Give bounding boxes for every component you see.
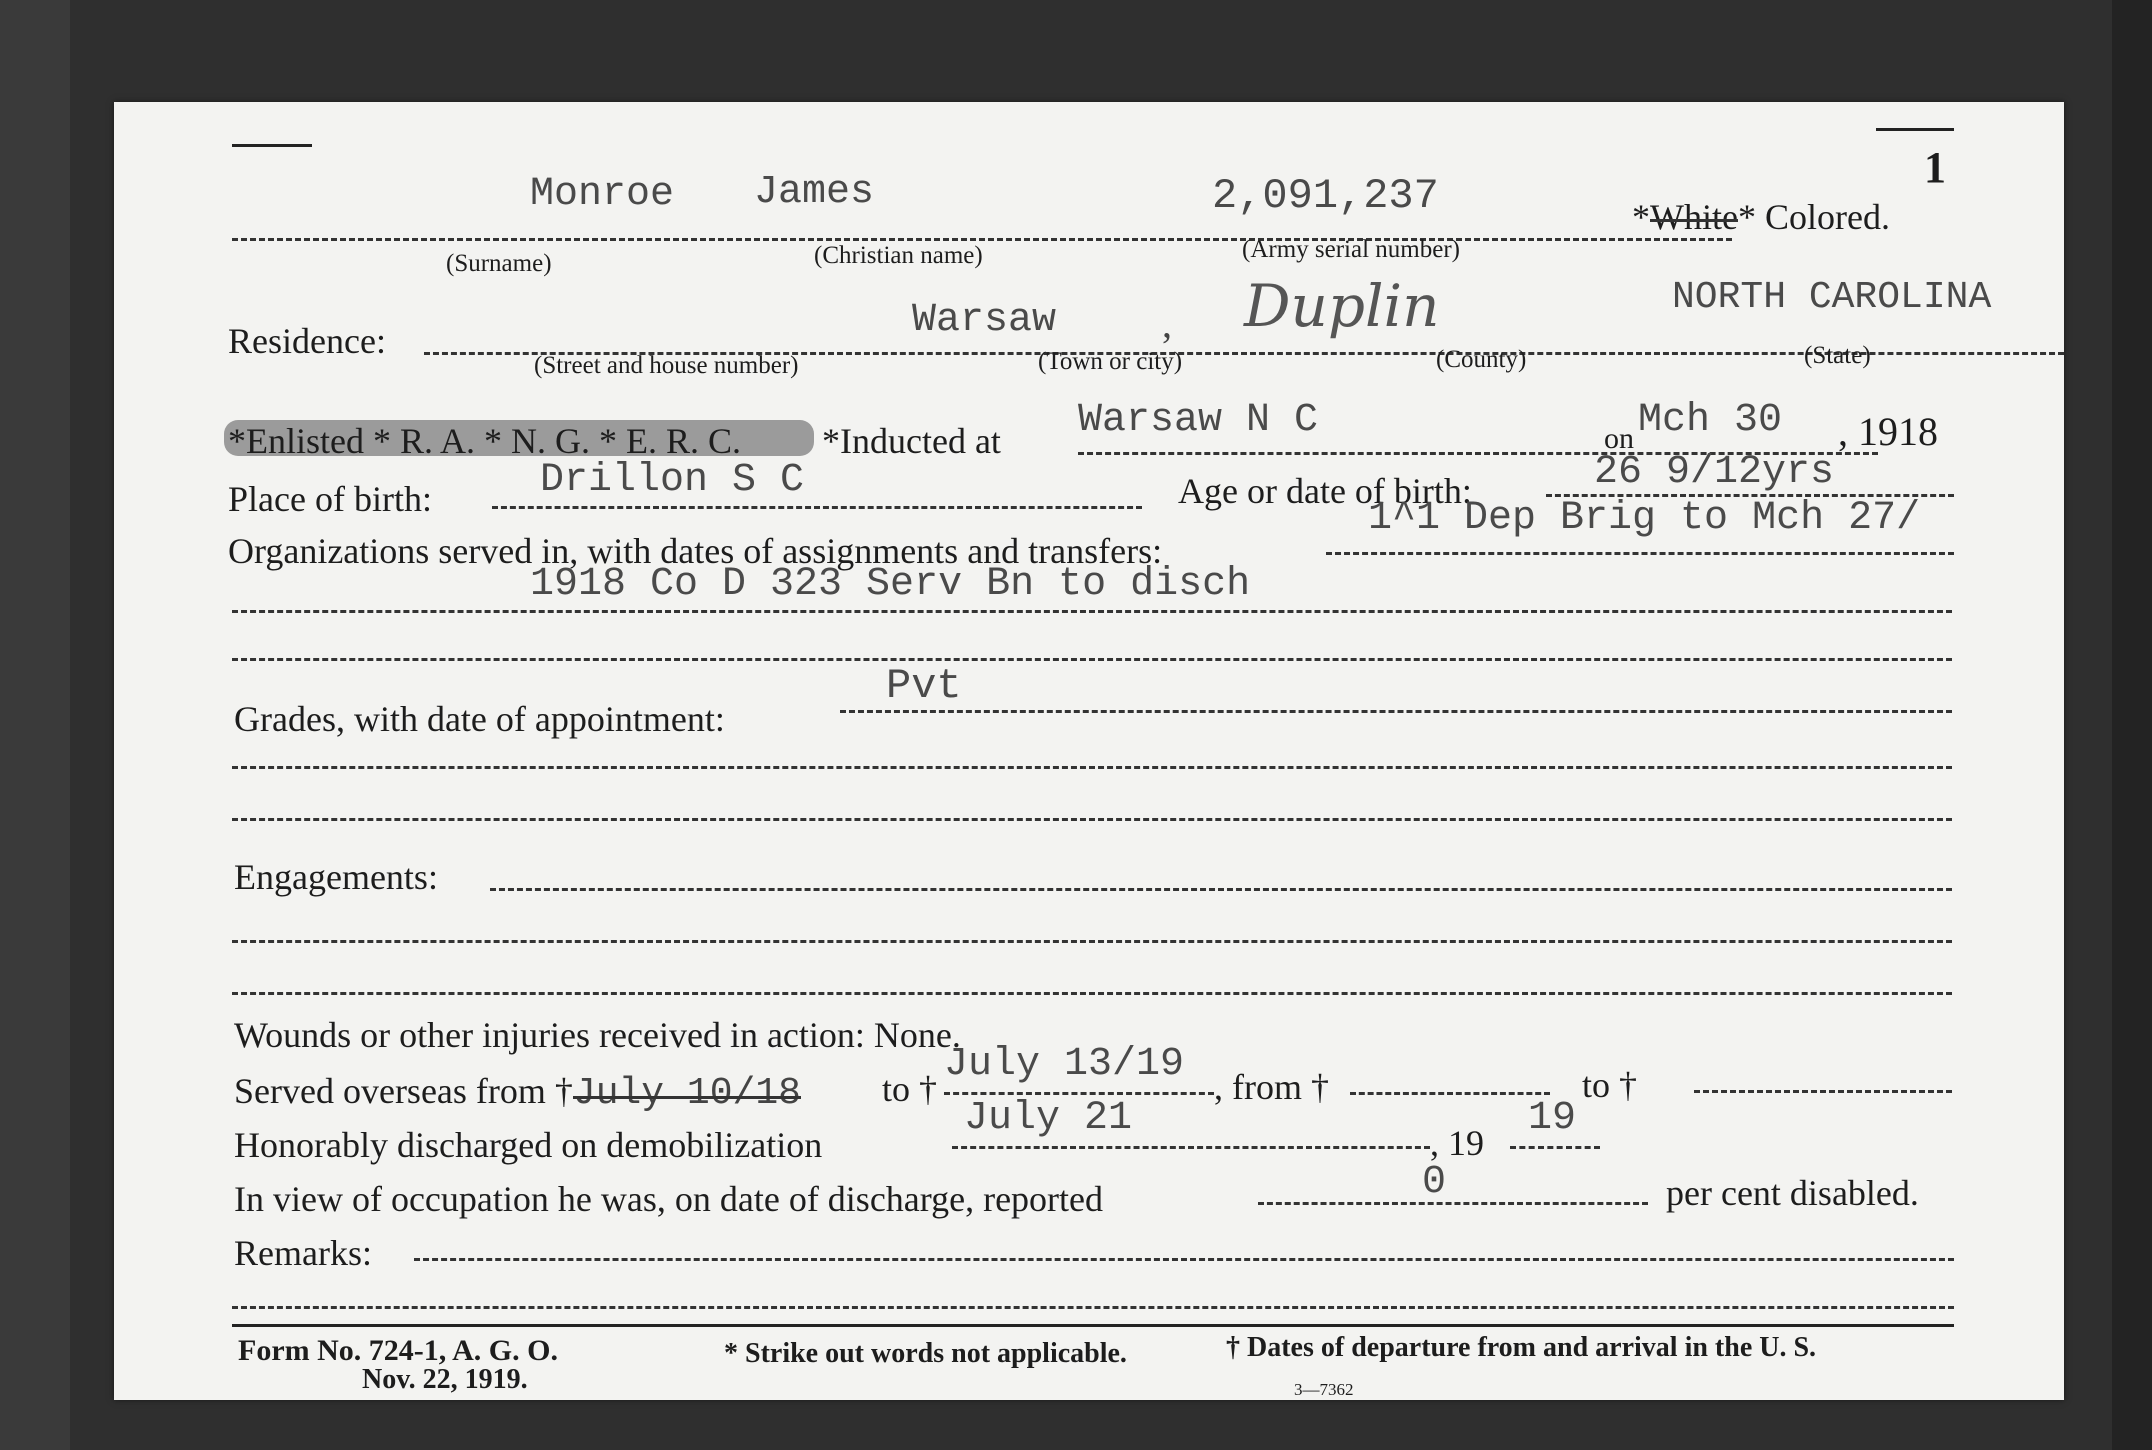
- inducted-label: *Inducted at: [822, 421, 1001, 461]
- discharge-label: Honorably discharged on demobilization: [234, 1125, 823, 1165]
- card-number: 1: [1924, 143, 1946, 192]
- organizations-line2-value: 1918 Co D 323 Serv Bn to disch: [530, 562, 1251, 607]
- overseas-to-label: to: [882, 1069, 911, 1109]
- remarks-label: Remarks:: [234, 1233, 372, 1273]
- organizations-line2: [232, 610, 1952, 613]
- service-record-card: [114, 102, 2064, 1400]
- discharge-date-value: July 21: [964, 1096, 1133, 1141]
- engagements-line2: [232, 940, 1952, 943]
- disability-line: [1258, 1202, 1648, 1205]
- residence-label: Residence:: [228, 321, 386, 361]
- organizations-line3: [232, 658, 1952, 661]
- on-label: on: [1604, 422, 1634, 455]
- overseas-to-field: [882, 1068, 937, 1110]
- inducted-place-value: Warsaw N C: [1078, 398, 1319, 443]
- overseas-from2-label: , from: [1214, 1067, 1302, 1107]
- overseas-dagger-3: †: [1310, 1067, 1329, 1107]
- engagements-line3: [232, 992, 1952, 995]
- race-field: [1632, 196, 1890, 238]
- state-caption: (State): [1804, 342, 1871, 369]
- serial-caption: (Army serial number): [1242, 236, 1460, 263]
- overseas-from2-field: [1214, 1066, 1329, 1108]
- surname-caption: (Surname): [446, 250, 552, 277]
- race-colored: Colored.: [1764, 197, 1890, 237]
- form-number: Form No. 724-1, A. G. O.: [238, 1334, 558, 1367]
- street-caption: (Street and house number): [534, 352, 799, 379]
- grades-line3: [232, 818, 1952, 821]
- overseas-row: [234, 1070, 801, 1115]
- christian-name-caption: (Christian name): [814, 242, 983, 269]
- age-value: 26 9/12yrs: [1594, 450, 1835, 495]
- overseas-label: Served overseas from: [234, 1071, 546, 1111]
- county-value: Duplin: [1244, 272, 1440, 340]
- disability-suffix: per cent disabled.: [1666, 1173, 1919, 1213]
- discharge-year-line: [1510, 1146, 1600, 1149]
- remarks-line2: [232, 1306, 1954, 1309]
- overseas-from-struck: July 10/18: [572, 1072, 801, 1115]
- scan-border-left: [0, 0, 70, 1450]
- town-comma: ,: [1162, 301, 1172, 346]
- print-code: 3—7362: [1294, 1380, 1354, 1399]
- name-line: [232, 238, 1732, 241]
- scan-border-right: [2112, 0, 2152, 1450]
- discharge-year-value: 19: [1528, 1096, 1577, 1141]
- overseas-to-value: July 13/19: [944, 1042, 1185, 1087]
- disability-value: 0: [1422, 1160, 1447, 1205]
- wounds-line: Wounds or other injuries received in action: None.: [234, 1015, 961, 1055]
- overseas-from2-line: [1350, 1092, 1550, 1095]
- place-of-birth-label: Place of birth:: [228, 479, 432, 519]
- organizations-label: Organizations served in, with dates of assignments and transfers:: [228, 531, 1163, 571]
- overseas-to2-line: [1694, 1090, 1952, 1093]
- town-caption: (Town or city): [1038, 348, 1183, 375]
- footnote-strike: * Strike out words not applicable.: [724, 1338, 1127, 1369]
- grades-line1: [840, 710, 1952, 713]
- overseas-dagger-1: †: [554, 1071, 573, 1111]
- state-value: NORTH CAROLINA: [1672, 276, 1992, 319]
- discharge-year-prefix: , 19: [1430, 1123, 1484, 1163]
- race-star-2: *: [1737, 197, 1756, 237]
- serial-number-value: 2,091,237: [1212, 172, 1439, 220]
- race-struck-white: White: [1650, 197, 1738, 237]
- remarks-line1: [414, 1258, 1954, 1261]
- overseas-to2-label: to: [1582, 1065, 1611, 1105]
- place-of-birth-line: [492, 506, 1142, 509]
- organizations-line1-value: 1^1 Dep Brig to Mch 27/: [1368, 496, 1921, 541]
- corner-rule-left: [232, 144, 312, 147]
- engagements-line1: [490, 888, 1952, 891]
- overseas-to-line: [944, 1092, 1214, 1095]
- race-star: *: [1632, 197, 1650, 237]
- christian-name-value: James: [754, 170, 875, 215]
- town-value: Warsaw: [912, 298, 1057, 343]
- inducted-year: , 1918: [1838, 409, 1938, 454]
- discharge-line: [952, 1146, 1430, 1149]
- form-date: Nov. 22, 1919.: [362, 1364, 528, 1395]
- inducted-date-value: Mch 30: [1638, 398, 1783, 443]
- grades-line2: [232, 766, 1952, 769]
- overseas-dagger-2: †: [919, 1069, 938, 1109]
- grades-value: Pvt: [886, 662, 962, 710]
- grades-label: Grades, with date of appointment:: [234, 699, 725, 739]
- engagements-label: Engagements:: [234, 857, 438, 897]
- disability-label: In view of occupation he was, on date of discharge, reported: [234, 1179, 1104, 1219]
- footnote-dates: † Dates of departure from and arrival in the U. S.: [1226, 1332, 1817, 1363]
- county-caption: (County): [1436, 346, 1527, 373]
- corner-rule-right: [1876, 128, 1954, 131]
- overseas-to2-field: [1582, 1064, 1637, 1106]
- footer-rule: [232, 1324, 1954, 1327]
- surname-value: Monroe: [530, 172, 675, 217]
- overseas-dagger-4: †: [1619, 1065, 1638, 1105]
- organizations-line1: [1326, 552, 1954, 555]
- age-label: Age or date of birth:: [1178, 471, 1472, 511]
- place-of-birth-value: Drillon S C: [540, 458, 805, 503]
- enlisted-options: *Enlisted * R. A. * N. G. * E. R. C.: [228, 421, 742, 461]
